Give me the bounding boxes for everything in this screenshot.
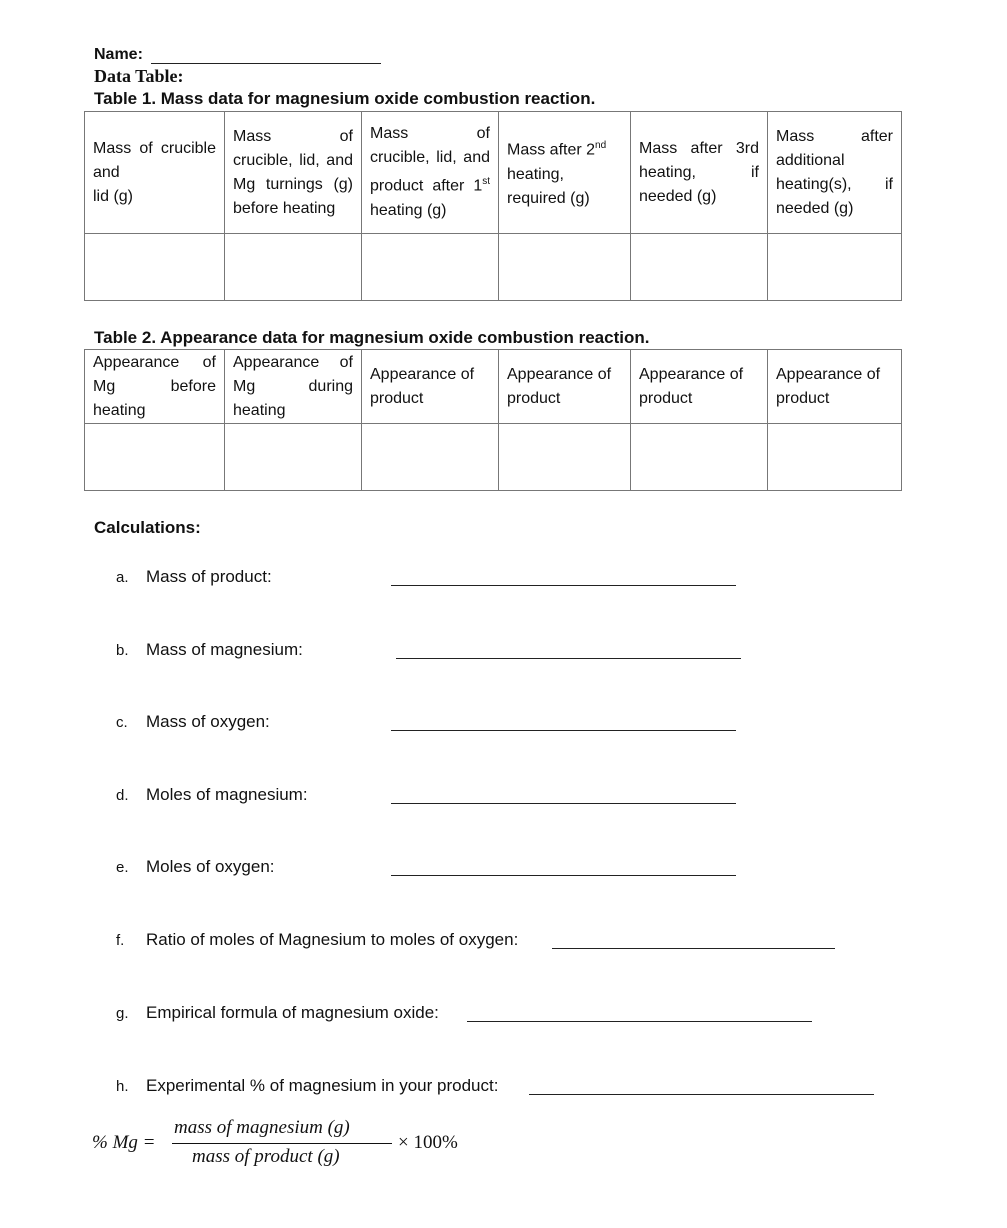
calc-item-h <box>116 1076 498 1096</box>
calc-text: Moles of magnesium: <box>146 785 308 804</box>
calc-item-c <box>116 712 270 732</box>
table2-input-cell[interactable] <box>225 424 362 491</box>
table1-data-row <box>85 234 902 301</box>
table1-header-row <box>85 112 902 234</box>
table1-header-cell: Mass after additional heating(s), if needed (g) <box>768 112 902 234</box>
answer-blank-h[interactable] <box>529 1093 874 1095</box>
calc-letter: h. <box>116 1078 129 1095</box>
fraction-bar <box>172 1143 392 1144</box>
calc-text: Empirical formula of magnesium oxide: <box>146 1003 439 1022</box>
table2-header-row <box>85 350 902 424</box>
name-field <box>94 46 381 64</box>
table2-input-cell[interactable] <box>85 424 225 491</box>
calc-letter: d. <box>116 787 129 804</box>
table2-header-cell: Appearance of product <box>631 350 768 424</box>
table1-input-cell[interactable] <box>768 234 902 301</box>
table2-header-cell: Appearance of product <box>499 350 631 424</box>
table2-input-cell[interactable] <box>631 424 768 491</box>
answer-blank-b[interactable] <box>396 657 741 659</box>
calc-text: Mass of product: <box>146 567 272 586</box>
table2-data-row <box>85 424 902 491</box>
formula-numerator: mass of magnesium (g) <box>174 1117 350 1138</box>
table1-input-cell[interactable] <box>631 234 768 301</box>
calc-item-g <box>116 1003 439 1023</box>
calc-item-e <box>116 857 275 877</box>
calc-text: Mass of oxygen: <box>146 712 270 731</box>
table1-header-cell: Mass after 2nd heating, required (g) <box>499 112 631 234</box>
answer-blank-c[interactable] <box>391 729 736 731</box>
calc-text: Experimental % of magnesium in your product: <box>146 1076 499 1095</box>
calc-letter: e. <box>116 859 129 876</box>
table1-input-cell[interactable] <box>85 234 225 301</box>
table2-input-cell[interactable] <box>768 424 902 491</box>
answer-blank-g[interactable] <box>467 1020 812 1022</box>
table2-header-cell: Appearance of product <box>362 350 499 424</box>
table1-input-cell[interactable] <box>499 234 631 301</box>
data-table-title: Data Table: <box>94 66 184 86</box>
answer-blank-d[interactable] <box>391 802 736 804</box>
calc-item-f <box>116 930 518 950</box>
table2-header-cell: Appearance of Mg before heating <box>85 350 225 424</box>
formula-lhs: % Mg = <box>92 1132 156 1153</box>
answer-blank-e[interactable] <box>391 874 736 876</box>
calc-text: Moles of oxygen: <box>146 857 275 876</box>
calc-item-a <box>116 567 272 587</box>
table1-caption: Table 1. Mass data for magnesium oxide combustion reaction. <box>94 89 596 108</box>
name-label: Name: <box>94 46 143 63</box>
calc-letter: a. <box>116 569 129 586</box>
answer-blank-f[interactable] <box>552 947 835 949</box>
name-blank[interactable] <box>151 49 381 64</box>
calc-letter: c. <box>116 714 128 731</box>
table2-input-cell[interactable] <box>499 424 631 491</box>
table1-input-cell[interactable] <box>225 234 362 301</box>
calculations-title: Calculations: <box>94 518 201 537</box>
table1-header-cell: Mass of crucible, lid, and Mg turnings (g) before heating <box>225 112 362 234</box>
calc-letter: b. <box>116 642 129 659</box>
table1-header-cell: Mass of crucible, lid, and product after 1st heating (g) <box>362 112 499 234</box>
table1-input-cell[interactable] <box>362 234 499 301</box>
table2 <box>84 349 902 491</box>
table2-header-cell: Appearance of product <box>768 350 902 424</box>
calc-letter: g. <box>116 1005 129 1022</box>
calc-text: Mass of magnesium: <box>146 640 303 659</box>
table1-header-cell: Mass after 3rd heating, if needed (g) <box>631 112 768 234</box>
table2-input-cell[interactable] <box>362 424 499 491</box>
calc-item-d <box>116 785 308 805</box>
formula-denominator: mass of product (g) <box>192 1146 340 1167</box>
table1 <box>84 111 902 301</box>
calc-letter: f. <box>116 932 125 949</box>
answer-blank-a[interactable] <box>391 584 736 586</box>
table2-header-cell: Appearance of Mg during heating <box>225 350 362 424</box>
formula-multiplier: × 100% <box>398 1132 458 1153</box>
calc-item-b <box>116 640 303 660</box>
table1-header-cell: Mass of crucible and lid (g) <box>85 112 225 234</box>
calc-text: Ratio of moles of Magnesium to moles of oxygen: <box>146 930 519 949</box>
table2-caption: Table 2. Appearance data for magnesium oxide combustion reaction. <box>94 328 650 347</box>
